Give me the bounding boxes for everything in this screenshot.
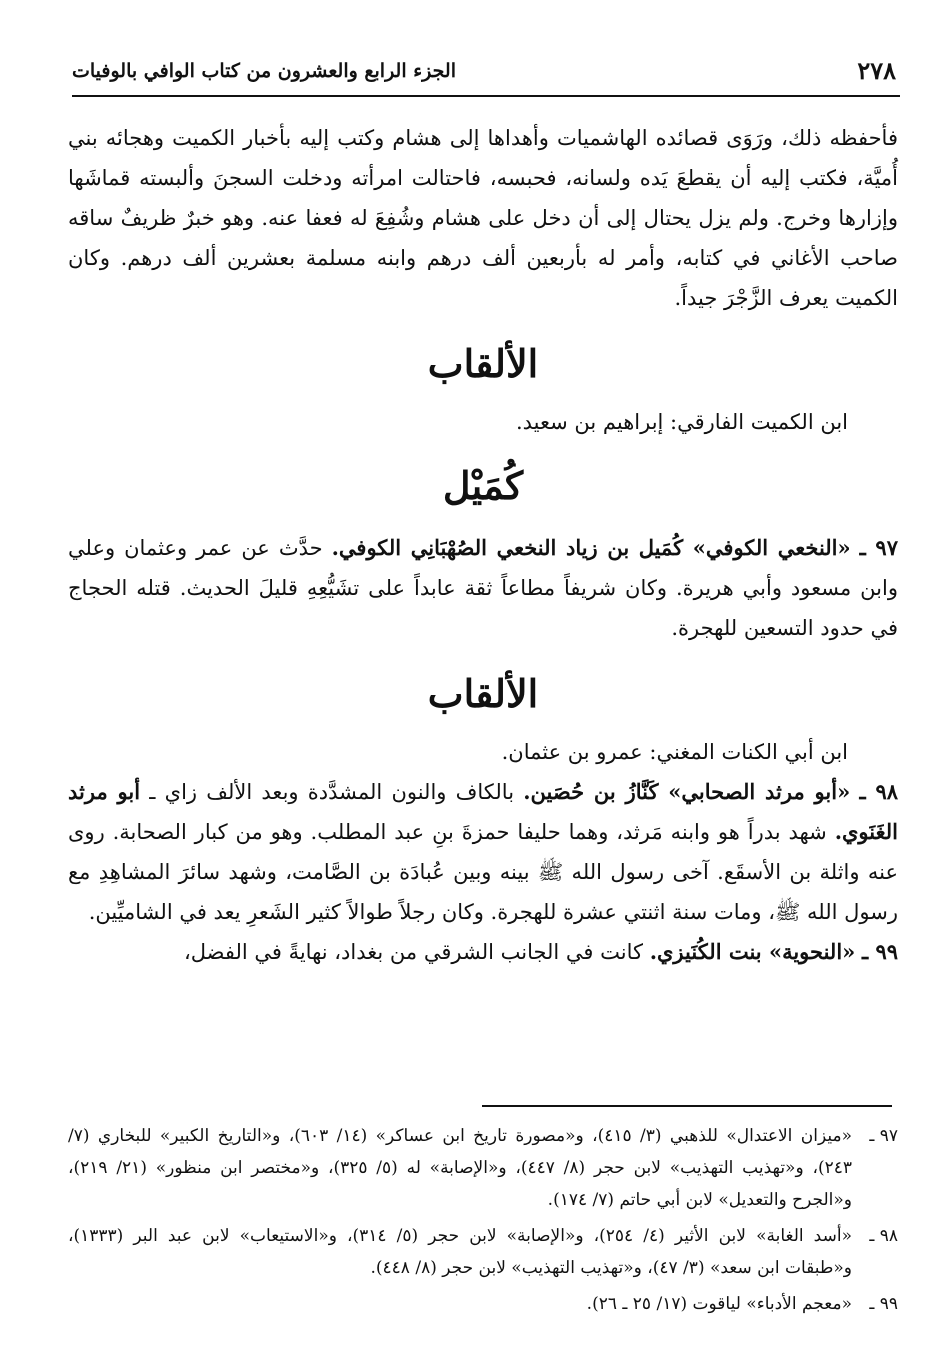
footnote-number: ٩٨ ـ <box>869 1226 898 1246</box>
footnote-number: ٩٩ ـ <box>869 1294 898 1314</box>
entry-97-text: حدَّث عن عمر وعثمان وعلي وابن مسعود وأبي هريرة. وكان شريفاً مطاعاً ثقة عابداً على تشَيُّعِهِ قليلَ الحديث. قتله الحجاج في حدود التسعين للهجرة. <box>68 536 898 640</box>
biography-entry-98 <box>68 772 898 932</box>
entry-99-name: «النحوية» بنت الكُنَيزي. <box>649 939 856 964</box>
entry-99-number: ٩٩ ـ <box>861 939 898 964</box>
entry-98-number: ٩٨ ـ <box>859 779 898 804</box>
page-number: ٢٧٨ <box>857 56 896 85</box>
entry-98-name: «أبو مرثد الصحابي» كَنَّازُ بن حُصَين. <box>523 779 851 804</box>
header-rule <box>72 95 900 97</box>
page-body <box>68 118 898 972</box>
footnote-number: ٩٧ ـ <box>869 1126 898 1146</box>
footnotes <box>68 1120 898 1324</box>
biography-entry-99 <box>68 932 898 972</box>
entry-98-kunya: أبو مرثد الغَنَوي. <box>68 779 898 844</box>
footnote-rule <box>482 1105 892 1107</box>
section-heading-alqab-1: الألقاب <box>427 341 539 386</box>
footnote-text: «ميزان الاعتدال» للذهبي (٣/ ٤١٥)، و«مصورة تاريخ ابن عساكر» (١٤/ ٦٠٣)، و«التاريخ الكبير» للبخاري (٧/ ٢٤٣)، و«تهذيب التهذيب» لابن حجر (٨/ ٤٤٧)، و«الإصابة» له (٥/ ٣٢٥)، و«مختصر ابن منظور» (٢١/ ٢١٩)، و«الجرح والتعديل» لابن أبي حاتم (٧/ ١٧٤). <box>68 1126 853 1210</box>
entry-98-text-1: بالكاف والنون المشدَّدة وبعد الألف زاي ـ <box>140 780 524 804</box>
section-heading-alqab-2: الألقاب <box>427 671 539 716</box>
section-heading-kumayl: كُمَيْل <box>442 463 524 508</box>
footnote-98 <box>68 1220 898 1284</box>
footnote-text: «أسد الغابة» لابن الأثير (٤/ ٢٥٤)، و«الإصابة» لابن حجر (٥/ ٣١٤)، و«الاستيعاب» لابن عبد البر (١٣٣٣)، و«طبقات ابن سعد» (٣/ ٤٧)، و«تهذيب التهذيب» لابن حجر (٨/ ٤٤٨). <box>68 1226 852 1278</box>
footnote-99 <box>68 1288 898 1320</box>
entry-97-name: «النخعي الكوفي» كُمَيل بن زياد النخعي الصُهْبَانِي الكوفي. <box>331 535 851 560</box>
biography-entry-97 <box>68 528 898 648</box>
entry-99-text: كانت في الجانب الشرقي من بغداد، نهايةً في الفضل، <box>183 940 650 964</box>
footnote-97 <box>68 1120 898 1216</box>
alqab-1-entry: ابن الكميت الفارقي: إبراهيم بن سعيد. <box>515 410 848 434</box>
alqab-2-entry: ابن أبي الكنات المغني: عمرو بن عثمان. <box>501 740 848 764</box>
running-header <box>68 50 898 90</box>
entry-97-number: ٩٧ ـ <box>859 535 898 560</box>
intro-paragraph: فأحفظه ذلك، ورَوَى قصائده الهاشميات وأهداها إلى هشام وكتب إليه بأخبار الكميت وهجائه بني أُميَّة، فكتب إليه أن يقطعَ يَده ولسانه، فحبسه، فاحتالت امرأته ودخلت السجنَ وألبسته قماشَها وإزارها وخرج. ولم يزل يحتال إلى أن دخل على هشام وشُفِعَ له فعفا عنه. وهو خبرٌ ظريفٌ ساقه صاحب الأغاني في كتابه، وأمر له بأربعين ألف درهم وابنه مسلمة بعشرين ألف درهم. وكان الكميت يعرف الزَّجْرَ جيداً. <box>68 126 898 310</box>
entry-98-text-2: شهد بدراً هو وابنه مَرثد، وهما حليفا حمزةَ بنِ عبد المطلب. وهو من كبار الصحابة. روى عنه واثلة بن الأسقَع. آخى رسول الله ﷺ بينه وبين عُبادَة بن الصَّامت، وشهد سائرَ المشاهِدِ مع رسول الله ﷺ، ومات سنة اثنتي عشرة للهجرة. وكان رجلاً طوالاً كثير الشَعرِ يعد في الشاميِّين. <box>68 820 898 924</box>
footnote-text: «معجم الأدباء» لياقوت (١٧/ ٢٥ ـ ٢٦). <box>586 1294 852 1314</box>
running-title: الجزء الرابع والعشرون من كتاب الوافي بالوفيات <box>72 60 456 82</box>
